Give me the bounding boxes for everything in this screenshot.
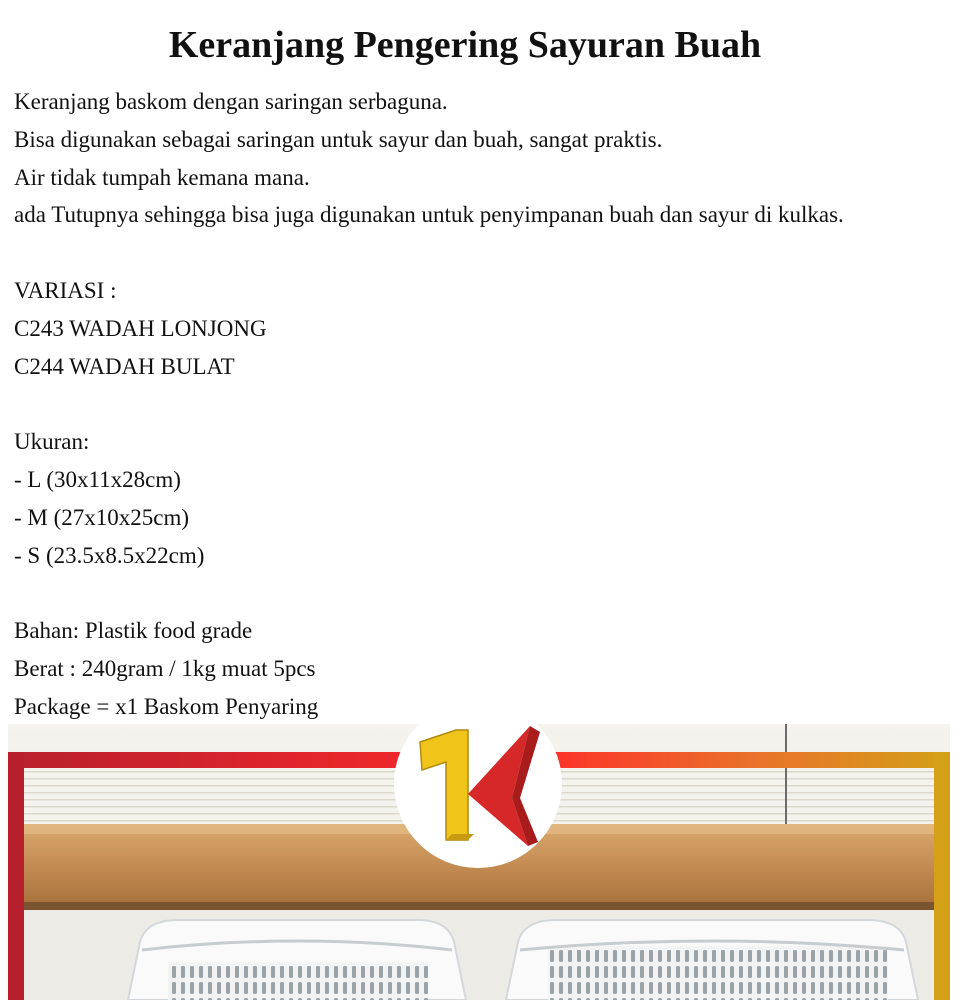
desc-line: ada Tutupnya sehingga bisa juga digunakan untuk penyimpanan buah dan sayur di kulkas. <box>14 202 844 228</box>
weight-spec: Berat : 240gram / 1kg muat 5pcs <box>14 655 316 681</box>
desc-line: Bisa digunakan sebagai saringan untuk sayur dan buah, sangat praktis. <box>14 126 663 152</box>
right-basket <box>506 920 918 1000</box>
blank-line <box>14 234 954 272</box>
product-description <box>14 83 954 726</box>
variants-heading: VARIASI : <box>14 277 117 303</box>
size-item: - M (27x10x25cm) <box>14 504 190 530</box>
desc-line: Keranjang baskom dengan saringan serbaguna. <box>14 89 448 114</box>
size-item: - L (30x11x28cm) <box>14 466 181 492</box>
page-title: Keranjang Pengering Sayuran Buah <box>168 24 762 66</box>
material-spec: Bahan: Plastik food grade <box>14 618 253 644</box>
size-item: - S (23.5x8.5x22cm) <box>14 542 205 568</box>
shelf-edge <box>24 902 934 910</box>
package-spec: Package = x1 Baskom Penyaring <box>14 693 319 719</box>
desc-line: Air tidak tumpah kemana mana. <box>14 164 310 190</box>
variant-item: C244 WADAH BULAT <box>14 353 235 379</box>
product-photo-svg <box>8 724 950 1000</box>
left-basket <box>128 920 466 1000</box>
blank-line <box>14 385 954 423</box>
blank-line <box>14 574 954 612</box>
sizes-heading: Ukuran: <box>14 429 90 455</box>
product-photo <box>8 724 950 1000</box>
variant-item: C243 WADAH LONJONG <box>14 315 267 341</box>
